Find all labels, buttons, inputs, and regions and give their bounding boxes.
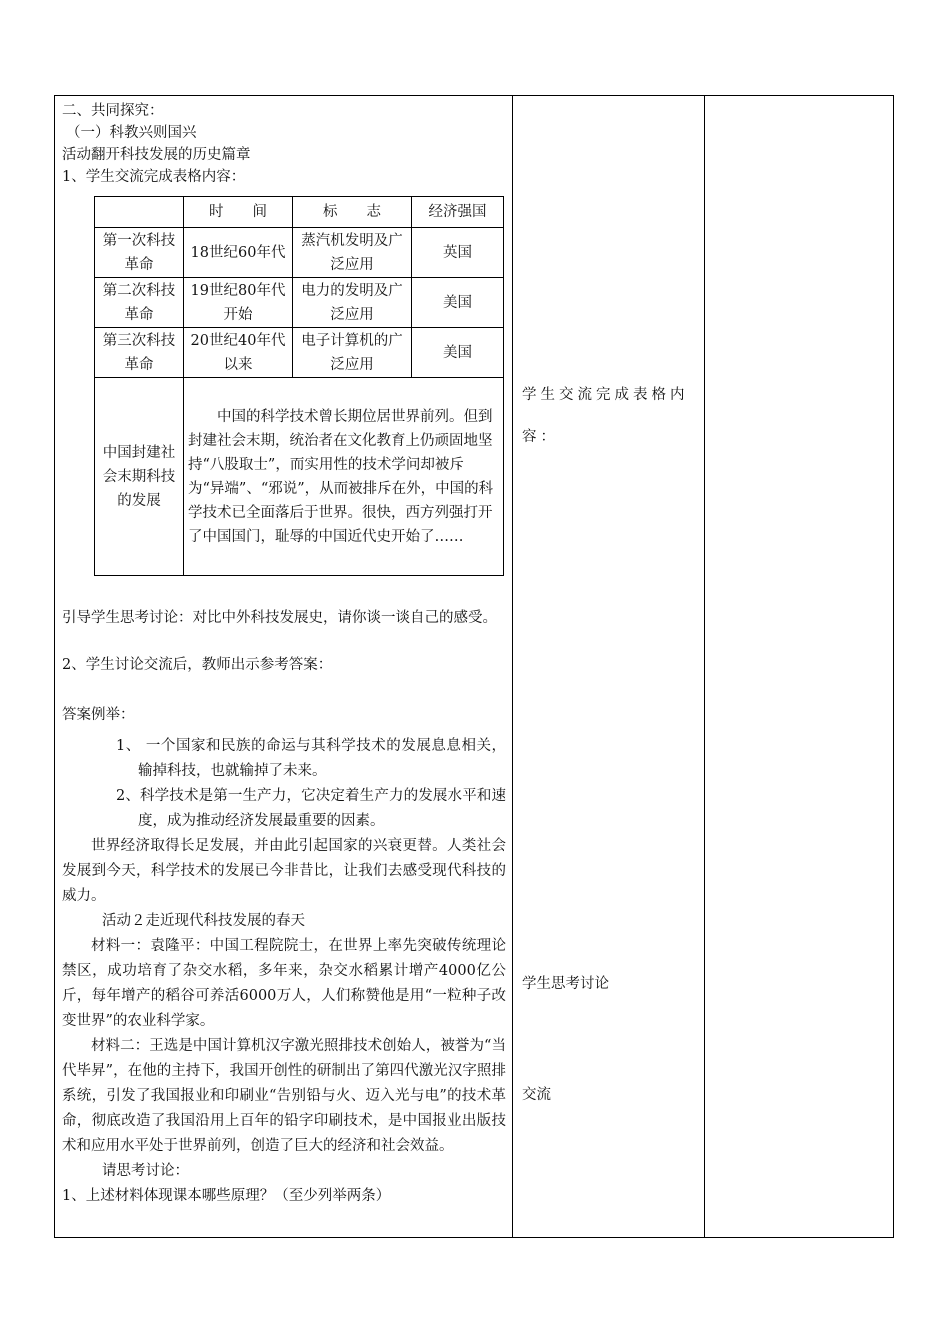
table-row bbox=[95, 228, 504, 278]
revolution-mark: 电力的发明及广泛应用 bbox=[293, 278, 412, 328]
header-cell bbox=[95, 197, 184, 228]
header-mark: 标 志 bbox=[293, 197, 412, 228]
answer-item: 2、科学技术是第一生产力，它决定着生产力的发展水平和速度，成为推动经济发展最重要的因素。 bbox=[116, 788, 506, 829]
middle-note-3: 交流 bbox=[522, 1087, 551, 1103]
summary-label: 中国封建社会末期科技的发展 bbox=[95, 378, 184, 576]
tech-revolution-table bbox=[94, 196, 504, 576]
revolution-name: 第一次科技革命 bbox=[95, 228, 184, 278]
column-divider-2 bbox=[704, 95, 705, 1238]
revolution-country: 美国 bbox=[412, 278, 504, 328]
activity1-title: 活动翻开科技发展的历史篇章 bbox=[62, 147, 251, 163]
middle-note-2: 学生思考讨论 bbox=[522, 976, 609, 992]
table-row bbox=[95, 278, 504, 328]
revolution-country: 英国 bbox=[412, 228, 504, 278]
revolution-time: 20世纪40年代以来 bbox=[184, 328, 293, 378]
section-heading: 二、共同探究： bbox=[62, 103, 164, 119]
column-divider-1 bbox=[512, 95, 513, 1238]
section-subheading: （一）科教兴则国兴 bbox=[66, 125, 197, 141]
discussion-block bbox=[62, 606, 506, 1209]
revolution-time: 19世纪80年代开始 bbox=[184, 278, 293, 328]
activity2-title: 活动２走近现代科技发展的春天 bbox=[102, 913, 305, 929]
table-header-row bbox=[95, 197, 504, 228]
paragraph-1: 世界经济取得长足发展，并由此引起国家的兴衰更替。人类社会发展到今天，科学技术的发展已今非昔比，让我们去感受现代科技的威力。 bbox=[62, 838, 506, 904]
revolution-name: 第二次科技革命 bbox=[95, 278, 184, 328]
middle-note-1: 学生交流完成表格内容： bbox=[522, 387, 689, 445]
answers-label: 答案例举： bbox=[62, 707, 135, 723]
think-label: 请思考讨论： bbox=[102, 1163, 189, 1179]
table-row bbox=[95, 328, 504, 378]
question-1: 1、上述材料体现课本哪些原理？（至少列举两条） bbox=[62, 1188, 391, 1204]
summary-text: 中国的科学技术曾长期位居世界前列。但到封建社会末期，统治者在文化教育上仍顽固地坚持“八股取士”，而实用性的技术学问却被斥为“异端”、“邪说”，从而被排斥在外，中国的科学技术已全面落后于世界。很快，西方列强打开了中国国门，耻辱的中国近代史开始了…… bbox=[184, 378, 504, 576]
revolution-time: 18世纪60年代 bbox=[184, 228, 293, 278]
revolution-mark: 蒸汽机发明及广泛应用 bbox=[293, 228, 412, 278]
guide-text: 引导学生思考讨论：对比中外科技发展史，请你谈一谈自己的感受。 bbox=[62, 610, 497, 626]
material-1: 材料一：袁隆平：中国工程院院士，在世界上率先突破传统理论禁区，成功培育了杂交水稻，多年来，杂交水稻累计增产4000亿公斤，每年增产的稻谷可养活6000万人，人们称赞他是用“一粒种子改变世界”的农业科学家。 bbox=[62, 938, 506, 1029]
step2-text: 2、学生讨论交流后，教师出示参考答案： bbox=[62, 657, 333, 673]
answer-item: 1、 一个国家和民族的命运与其科学技术的发展息息相关，输掉科技，也就输掉了未来。 bbox=[116, 738, 506, 779]
header-country: 经济强国 bbox=[412, 197, 504, 228]
content-column bbox=[62, 100, 506, 188]
header-time: 时 间 bbox=[184, 197, 293, 228]
summary-row bbox=[95, 378, 504, 576]
revolution-name: 第三次科技革命 bbox=[95, 328, 184, 378]
material-2: 材料二：王选是中国计算机汉字激光照排技术创始人，被誉为“当代毕昇”，在他的主持下，我国开创性的研制出了第四代激光汉字照排系统，引发了我国报业和印刷业“告别铅与火、迈入光与电”的技术革命，彻底改造了我国沿用上百年的铅字印刷技术，是中国报业出版技术和应用水平处于世界前列，创造了巨大的经济和社会效益。 bbox=[62, 1038, 506, 1154]
revolution-mark: 电子计算机的广泛应用 bbox=[293, 328, 412, 378]
step1-text: 1、学生交流完成表格内容： bbox=[62, 169, 246, 185]
revolution-country: 美国 bbox=[412, 328, 504, 378]
